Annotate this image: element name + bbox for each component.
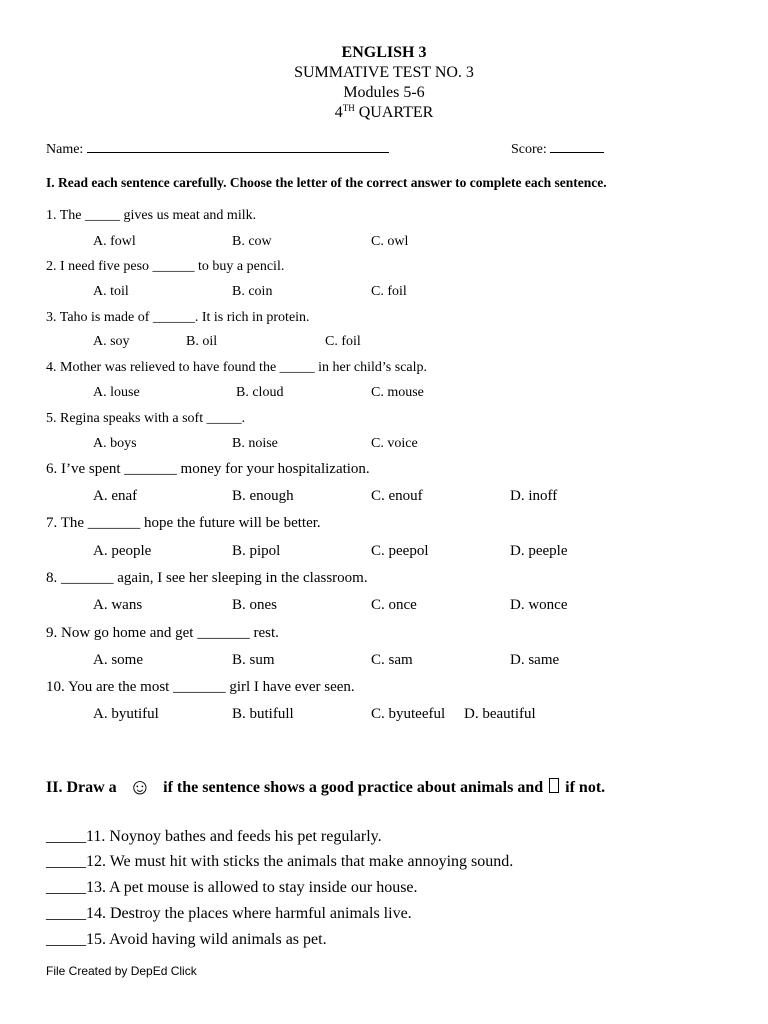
smiley-icon: ☺: [128, 774, 152, 799]
option-4a: A. louse: [93, 385, 140, 400]
option-1b: B. cow: [232, 234, 272, 249]
question-3: 3. Taho is made of ______. It is rich in protein.: [46, 310, 310, 325]
subject-title: ENGLISH 3: [341, 44, 427, 61]
option-10a: A. byutiful: [93, 706, 159, 722]
option-8a: A. wans: [93, 597, 143, 613]
missing-glyph-icon: [549, 778, 559, 793]
question-10: 10. You are the most _______ girl I have ever seen.: [46, 679, 355, 695]
item-11: _____11. Noynoy bathes and feeds his pet regularly.: [46, 828, 382, 845]
option-3a: A. soy: [93, 334, 130, 349]
footer-credit: File Created by DepEd Click: [46, 964, 197, 978]
option-7d: D. peeple: [510, 543, 568, 559]
question-5: 5. Regina speaks with a soft _____.: [46, 411, 246, 426]
option-9b: B. sum: [232, 652, 275, 668]
option-7a: A. people: [93, 543, 152, 559]
modules-title: Modules 5-6: [343, 84, 425, 101]
part1-instruction: I. Read each sentence carefully. Choose the letter of the correct answer to complete each sentence.: [46, 175, 607, 190]
option-2b: B. coin: [232, 284, 273, 299]
question-4: 4. Mother was relieved to have found the _____ in her child’s scalp.: [46, 360, 428, 375]
question-7: 7. The _______ hope the future will be better.: [46, 515, 321, 531]
item-15: _____15. Avoid having wild animals as pet.: [46, 931, 327, 948]
quarter-title: [0, 103, 768, 123]
quarter-suffix: TH: [342, 103, 355, 113]
test-title: SUMMATIVE TEST NO. 3: [294, 64, 474, 81]
option-7c: C. peepol: [371, 543, 429, 559]
score-field: [511, 139, 604, 158]
name-field: [46, 139, 389, 158]
option-6b: B. enough: [232, 488, 294, 504]
question-8: 8. _______ again, I see her sleeping in the classroom.: [46, 570, 368, 586]
question-6: 6. I’ve spent _______ money for your hospitalization.: [46, 461, 370, 477]
option-8b: B. ones: [232, 597, 277, 613]
item-12: _____12. We must hit with sticks the animals that make annoying sound.: [46, 853, 514, 870]
question-9: 9. Now go home and get _______ rest.: [46, 625, 279, 641]
option-2c: C. foil: [371, 284, 407, 299]
option-1c: C. owl: [371, 234, 409, 249]
option-9d: D. same: [510, 652, 560, 668]
option-10d: D. beautiful: [464, 706, 536, 722]
option-5b: B. noise: [232, 436, 278, 451]
header: [0, 43, 768, 123]
score-line[interactable]: [550, 139, 604, 153]
option-5a: A. boys: [93, 436, 137, 451]
part2-instruction: [46, 774, 605, 800]
option-3c: C. foil: [325, 334, 361, 349]
option-9a: A. some: [93, 652, 143, 668]
question-2: 2. I need five peso ______ to buy a pencil.: [46, 259, 285, 274]
option-1a: A. fowl: [93, 234, 136, 249]
option-8c: C. once: [371, 597, 417, 613]
option-10c: C. byuteeful: [371, 706, 446, 722]
option-6a: A. enaf: [93, 488, 138, 504]
option-7b: B. pipol: [232, 543, 281, 559]
quarter-word: QUARTER: [354, 104, 434, 121]
option-5c: C. voice: [371, 436, 418, 451]
part2-prefix: II. Draw a: [46, 779, 117, 796]
name-label: Name:: [46, 142, 84, 157]
option-4b: B. cloud: [236, 385, 284, 400]
part2-middle: if the sentence shows a good practice about animals and: [163, 779, 544, 796]
name-line[interactable]: [87, 139, 389, 153]
question-1: 1. The _____ gives us meat and milk.: [46, 208, 257, 223]
quarter-number: 4: [334, 104, 343, 121]
option-3b: B. oil: [186, 334, 218, 349]
option-4c: C. mouse: [371, 385, 424, 400]
option-2a: A. toil: [93, 284, 129, 299]
item-13: _____13. A pet mouse is allowed to stay inside our house.: [46, 879, 418, 896]
part2-suffix: if not.: [565, 779, 606, 796]
option-6c: C. enouf: [371, 488, 423, 504]
option-10b: B. butifull: [232, 706, 294, 722]
option-8d: D. wonce: [510, 597, 568, 613]
score-label: Score:: [511, 142, 547, 157]
option-6d: D. inoff: [510, 488, 558, 504]
option-9c: C. sam: [371, 652, 413, 668]
item-14: _____14. Destroy the places where harmful animals live.: [46, 905, 412, 922]
